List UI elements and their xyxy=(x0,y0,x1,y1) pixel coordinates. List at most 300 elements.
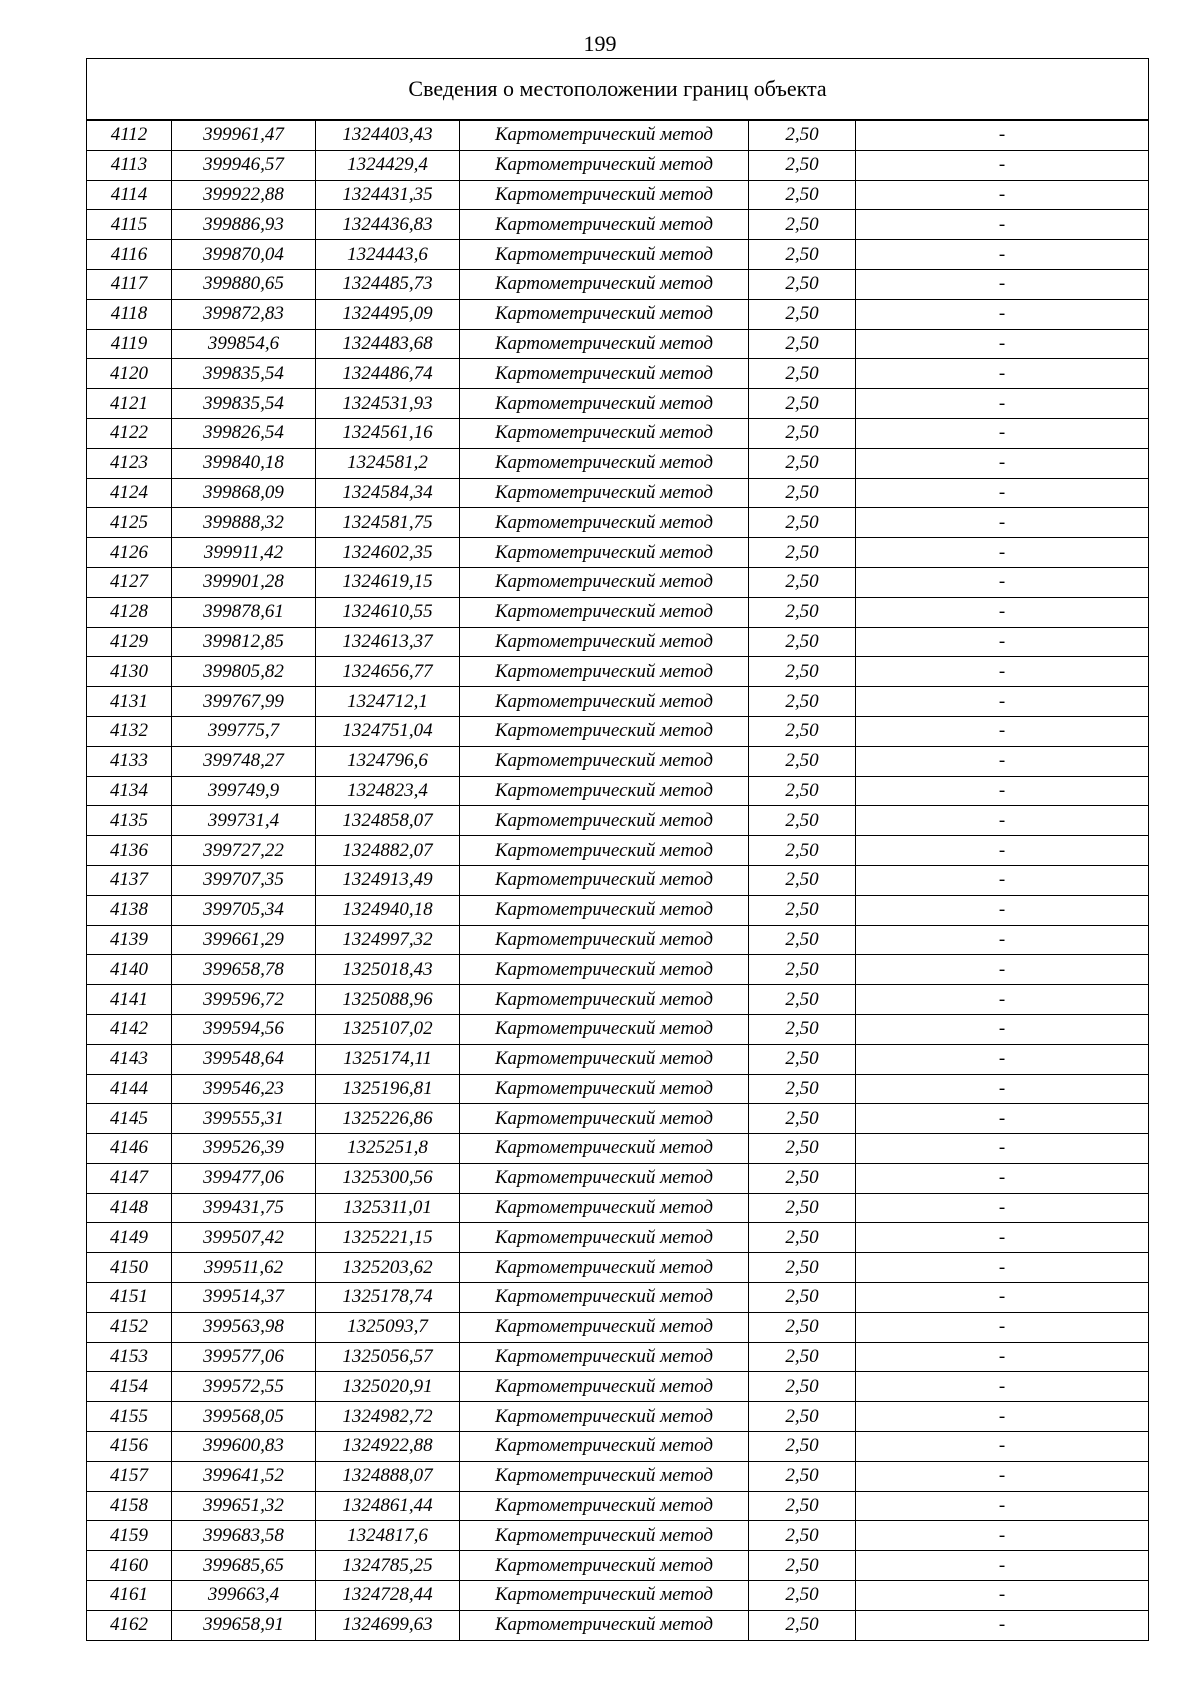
x-coordinate-cell: 399658,78 xyxy=(172,955,316,985)
y-coordinate-cell: 1325226,86 xyxy=(316,1104,460,1134)
method-cell: Картометрический метод xyxy=(460,329,749,359)
description-cell: - xyxy=(856,508,1149,538)
description-cell: - xyxy=(856,895,1149,925)
accuracy-cell: 2,50 xyxy=(749,478,856,508)
description-cell: - xyxy=(856,836,1149,866)
description-cell: - xyxy=(856,240,1149,270)
accuracy-cell: 2,50 xyxy=(749,210,856,240)
accuracy-cell: 2,50 xyxy=(749,836,856,866)
accuracy-cell: 2,50 xyxy=(749,120,856,150)
x-coordinate-cell: 399886,93 xyxy=(172,210,316,240)
description-cell: - xyxy=(856,1044,1149,1074)
x-coordinate-cell: 399596,72 xyxy=(172,985,316,1015)
x-coordinate-cell: 399548,64 xyxy=(172,1044,316,1074)
method-cell: Картометрический метод xyxy=(460,1551,749,1581)
x-coordinate-cell: 399805,82 xyxy=(172,657,316,687)
table-row xyxy=(87,806,1149,836)
table-row xyxy=(87,150,1149,180)
accuracy-cell: 2,50 xyxy=(749,418,856,448)
accuracy-cell: 2,50 xyxy=(749,329,856,359)
method-cell: Картометрический метод xyxy=(460,240,749,270)
accuracy-cell: 2,50 xyxy=(749,1223,856,1253)
point-number-cell: 4143 xyxy=(87,1044,172,1074)
method-cell: Картометрический метод xyxy=(460,776,749,806)
point-number-cell: 4113 xyxy=(87,150,172,180)
method-cell: Картометрический метод xyxy=(460,865,749,895)
description-cell: - xyxy=(856,1461,1149,1491)
accuracy-cell: 2,50 xyxy=(749,1491,856,1521)
table-row xyxy=(87,716,1149,746)
description-cell: - xyxy=(856,1491,1149,1521)
x-coordinate-cell: 399511,62 xyxy=(172,1253,316,1283)
y-coordinate-cell: 1324403,43 xyxy=(316,120,460,150)
method-cell: Картометрический метод xyxy=(460,1312,749,1342)
method-cell: Картометрический метод xyxy=(460,657,749,687)
accuracy-cell: 2,50 xyxy=(749,240,856,270)
x-coordinate-cell: 399878,61 xyxy=(172,597,316,627)
y-coordinate-cell: 1325174,11 xyxy=(316,1044,460,1074)
table-row xyxy=(87,538,1149,568)
y-coordinate-cell: 1324486,74 xyxy=(316,359,460,389)
point-number-cell: 4139 xyxy=(87,925,172,955)
accuracy-cell: 2,50 xyxy=(749,1610,856,1640)
y-coordinate-cell: 1324602,35 xyxy=(316,538,460,568)
table-row xyxy=(87,1193,1149,1223)
table-row xyxy=(87,1461,1149,1491)
method-cell: Картометрический метод xyxy=(460,478,749,508)
y-coordinate-cell: 1325018,43 xyxy=(316,955,460,985)
method-cell: Картометрический метод xyxy=(460,1372,749,1402)
y-coordinate-cell: 1324613,37 xyxy=(316,627,460,657)
x-coordinate-cell: 399661,29 xyxy=(172,925,316,955)
point-number-cell: 4141 xyxy=(87,985,172,1015)
accuracy-cell: 2,50 xyxy=(749,1134,856,1164)
method-cell: Картометрический метод xyxy=(460,1014,749,1044)
method-cell: Картометрический метод xyxy=(460,925,749,955)
accuracy-cell: 2,50 xyxy=(749,955,856,985)
method-cell: Картометрический метод xyxy=(460,269,749,299)
y-coordinate-cell: 1324982,72 xyxy=(316,1402,460,1432)
y-coordinate-cell: 1325311,01 xyxy=(316,1193,460,1223)
point-number-cell: 4154 xyxy=(87,1372,172,1402)
method-cell: Картометрический метод xyxy=(460,1521,749,1551)
table-row xyxy=(87,1610,1149,1640)
point-number-cell: 4157 xyxy=(87,1461,172,1491)
description-cell: - xyxy=(856,657,1149,687)
table-row xyxy=(87,1134,1149,1164)
point-number-cell: 4145 xyxy=(87,1104,172,1134)
method-cell: Картометрический метод xyxy=(460,210,749,240)
table-row xyxy=(87,1283,1149,1313)
table-row xyxy=(87,627,1149,657)
page-number: 199 xyxy=(583,31,617,56)
point-number-cell: 4150 xyxy=(87,1253,172,1283)
method-cell: Картометрический метод xyxy=(460,1402,749,1432)
description-cell: - xyxy=(856,359,1149,389)
y-coordinate-cell: 1324823,4 xyxy=(316,776,460,806)
y-coordinate-cell: 1325088,96 xyxy=(316,985,460,1015)
point-number-cell: 4144 xyxy=(87,1074,172,1104)
accuracy-cell: 2,50 xyxy=(749,1253,856,1283)
accuracy-cell: 2,50 xyxy=(749,865,856,895)
accuracy-cell: 2,50 xyxy=(749,1074,856,1104)
description-cell: - xyxy=(856,389,1149,419)
x-coordinate-cell: 399870,04 xyxy=(172,240,316,270)
method-cell: Картометрический метод xyxy=(460,389,749,419)
y-coordinate-cell: 1324483,68 xyxy=(316,329,460,359)
accuracy-cell: 2,50 xyxy=(749,925,856,955)
description-cell: - xyxy=(856,180,1149,210)
y-coordinate-cell: 1325093,7 xyxy=(316,1312,460,1342)
point-number-cell: 4136 xyxy=(87,836,172,866)
x-coordinate-cell: 399835,54 xyxy=(172,389,316,419)
y-coordinate-cell: 1324751,04 xyxy=(316,716,460,746)
table-row xyxy=(87,1104,1149,1134)
x-coordinate-cell: 399901,28 xyxy=(172,567,316,597)
table-row xyxy=(87,985,1149,1015)
y-coordinate-cell: 1324581,2 xyxy=(316,448,460,478)
x-coordinate-cell: 399707,35 xyxy=(172,865,316,895)
accuracy-cell: 2,50 xyxy=(749,567,856,597)
accuracy-cell: 2,50 xyxy=(749,1342,856,1372)
x-coordinate-cell: 399922,88 xyxy=(172,180,316,210)
x-coordinate-cell: 399872,83 xyxy=(172,299,316,329)
point-number-cell: 4147 xyxy=(87,1163,172,1193)
table-row xyxy=(87,1014,1149,1044)
description-cell: - xyxy=(856,776,1149,806)
x-coordinate-cell: 399546,23 xyxy=(172,1074,316,1104)
method-cell: Картометрический метод xyxy=(460,567,749,597)
x-coordinate-cell: 399685,65 xyxy=(172,1551,316,1581)
point-number-cell: 4118 xyxy=(87,299,172,329)
table-row xyxy=(87,1312,1149,1342)
point-number-cell: 4152 xyxy=(87,1312,172,1342)
y-coordinate-cell: 1324429,4 xyxy=(316,150,460,180)
table-title-row xyxy=(87,59,1149,121)
table-row xyxy=(87,478,1149,508)
description-cell: - xyxy=(856,1342,1149,1372)
description-cell: - xyxy=(856,925,1149,955)
point-number-cell: 4112 xyxy=(87,120,172,150)
accuracy-cell: 2,50 xyxy=(749,806,856,836)
accuracy-cell: 2,50 xyxy=(749,895,856,925)
y-coordinate-cell: 1325203,62 xyxy=(316,1253,460,1283)
x-coordinate-cell: 399431,75 xyxy=(172,1193,316,1223)
table-row xyxy=(87,776,1149,806)
description-cell: - xyxy=(856,1312,1149,1342)
point-number-cell: 4155 xyxy=(87,1402,172,1432)
y-coordinate-cell: 1324712,1 xyxy=(316,687,460,717)
table-row xyxy=(87,1402,1149,1432)
description-cell: - xyxy=(856,1193,1149,1223)
accuracy-cell: 2,50 xyxy=(749,538,856,568)
y-coordinate-cell: 1324561,16 xyxy=(316,418,460,448)
method-cell: Картометрический метод xyxy=(460,1432,749,1462)
accuracy-cell: 2,50 xyxy=(749,180,856,210)
table-row xyxy=(87,1372,1149,1402)
point-number-cell: 4160 xyxy=(87,1551,172,1581)
x-coordinate-cell: 399749,9 xyxy=(172,776,316,806)
table-row xyxy=(87,1521,1149,1551)
accuracy-cell: 2,50 xyxy=(749,1551,856,1581)
y-coordinate-cell: 1324913,49 xyxy=(316,865,460,895)
y-coordinate-cell: 1325107,02 xyxy=(316,1014,460,1044)
description-cell: - xyxy=(856,1253,1149,1283)
y-coordinate-cell: 1324997,32 xyxy=(316,925,460,955)
description-cell: - xyxy=(856,746,1149,776)
table-row xyxy=(87,1253,1149,1283)
table-row xyxy=(87,240,1149,270)
point-number-cell: 4116 xyxy=(87,240,172,270)
table-row xyxy=(87,925,1149,955)
point-number-cell: 4129 xyxy=(87,627,172,657)
method-cell: Картометрический метод xyxy=(460,746,749,776)
table-row xyxy=(87,1581,1149,1611)
y-coordinate-cell: 1324485,73 xyxy=(316,269,460,299)
table-row xyxy=(87,1074,1149,1104)
y-coordinate-cell: 1324796,6 xyxy=(316,746,460,776)
point-number-cell: 4138 xyxy=(87,895,172,925)
description-cell: - xyxy=(856,1521,1149,1551)
method-cell: Картометрический метод xyxy=(460,1163,749,1193)
accuracy-cell: 2,50 xyxy=(749,1372,856,1402)
method-cell: Картометрический метод xyxy=(460,1581,749,1611)
table-row xyxy=(87,955,1149,985)
point-number-cell: 4120 xyxy=(87,359,172,389)
y-coordinate-cell: 1324584,34 xyxy=(316,478,460,508)
accuracy-cell: 2,50 xyxy=(749,627,856,657)
table-row xyxy=(87,687,1149,717)
description-cell: - xyxy=(856,1134,1149,1164)
table-row xyxy=(87,359,1149,389)
table-row xyxy=(87,448,1149,478)
x-coordinate-cell: 399826,54 xyxy=(172,418,316,448)
method-cell: Картометрический метод xyxy=(460,418,749,448)
method-cell: Картометрический метод xyxy=(460,1253,749,1283)
point-number-cell: 4156 xyxy=(87,1432,172,1462)
method-cell: Картометрический метод xyxy=(460,627,749,657)
accuracy-cell: 2,50 xyxy=(749,1521,856,1551)
description-cell: - xyxy=(856,1104,1149,1134)
y-coordinate-cell: 1324656,77 xyxy=(316,657,460,687)
method-cell: Картометрический метод xyxy=(460,508,749,538)
point-number-cell: 4126 xyxy=(87,538,172,568)
x-coordinate-cell: 399854,6 xyxy=(172,329,316,359)
accuracy-cell: 2,50 xyxy=(749,1432,856,1462)
point-number-cell: 4131 xyxy=(87,687,172,717)
x-coordinate-cell: 399868,09 xyxy=(172,478,316,508)
method-cell: Картометрический метод xyxy=(460,836,749,866)
description-cell: - xyxy=(856,269,1149,299)
table-body xyxy=(87,59,1149,1641)
point-number-cell: 4128 xyxy=(87,597,172,627)
table-row xyxy=(87,269,1149,299)
description-cell: - xyxy=(856,1372,1149,1402)
method-cell: Картометрический метод xyxy=(460,1074,749,1104)
point-number-cell: 4130 xyxy=(87,657,172,687)
point-number-cell: 4134 xyxy=(87,776,172,806)
table-row xyxy=(87,1551,1149,1581)
x-coordinate-cell: 399705,34 xyxy=(172,895,316,925)
y-coordinate-cell: 1325056,57 xyxy=(316,1342,460,1372)
method-cell: Картометрический метод xyxy=(460,299,749,329)
point-number-cell: 4115 xyxy=(87,210,172,240)
accuracy-cell: 2,50 xyxy=(749,1193,856,1223)
table-row xyxy=(87,389,1149,419)
point-number-cell: 4162 xyxy=(87,1610,172,1640)
y-coordinate-cell: 1324443,6 xyxy=(316,240,460,270)
table-row xyxy=(87,567,1149,597)
point-number-cell: 4121 xyxy=(87,389,172,419)
description-cell: - xyxy=(856,1223,1149,1253)
accuracy-cell: 2,50 xyxy=(749,1104,856,1134)
description-cell: - xyxy=(856,418,1149,448)
accuracy-cell: 2,50 xyxy=(749,1014,856,1044)
point-number-cell: 4133 xyxy=(87,746,172,776)
table-row xyxy=(87,508,1149,538)
table-row xyxy=(87,1044,1149,1074)
table-title: Сведения о местоположении границ объекта xyxy=(87,59,1149,121)
point-number-cell: 4119 xyxy=(87,329,172,359)
point-number-cell: 4142 xyxy=(87,1014,172,1044)
method-cell: Картометрический метод xyxy=(460,716,749,746)
description-cell: - xyxy=(856,1551,1149,1581)
table-row xyxy=(87,120,1149,150)
x-coordinate-cell: 399563,98 xyxy=(172,1312,316,1342)
table-row xyxy=(87,1223,1149,1253)
description-cell: - xyxy=(856,120,1149,150)
boundary-table-container xyxy=(86,58,1148,1641)
y-coordinate-cell: 1325300,56 xyxy=(316,1163,460,1193)
point-number-cell: 4137 xyxy=(87,865,172,895)
description-cell: - xyxy=(856,538,1149,568)
x-coordinate-cell: 399748,27 xyxy=(172,746,316,776)
x-coordinate-cell: 399961,47 xyxy=(172,120,316,150)
y-coordinate-cell: 1324817,6 xyxy=(316,1521,460,1551)
point-number-cell: 4158 xyxy=(87,1491,172,1521)
x-coordinate-cell: 399526,39 xyxy=(172,1134,316,1164)
description-cell: - xyxy=(856,448,1149,478)
method-cell: Картометрический метод xyxy=(460,1193,749,1223)
accuracy-cell: 2,50 xyxy=(749,1283,856,1313)
y-coordinate-cell: 1325178,74 xyxy=(316,1283,460,1313)
table-row xyxy=(87,299,1149,329)
table-row xyxy=(87,329,1149,359)
table-row xyxy=(87,657,1149,687)
x-coordinate-cell: 399812,85 xyxy=(172,627,316,657)
x-coordinate-cell: 399731,4 xyxy=(172,806,316,836)
point-number-cell: 4125 xyxy=(87,508,172,538)
description-cell: - xyxy=(856,567,1149,597)
method-cell: Картометрический метод xyxy=(460,1104,749,1134)
x-coordinate-cell: 399727,22 xyxy=(172,836,316,866)
method-cell: Картометрический метод xyxy=(460,180,749,210)
accuracy-cell: 2,50 xyxy=(749,299,856,329)
y-coordinate-cell: 1324858,07 xyxy=(316,806,460,836)
point-number-cell: 4123 xyxy=(87,448,172,478)
description-cell: - xyxy=(856,210,1149,240)
method-cell: Картометрический метод xyxy=(460,806,749,836)
description-cell: - xyxy=(856,1283,1149,1313)
method-cell: Картометрический метод xyxy=(460,895,749,925)
x-coordinate-cell: 399577,06 xyxy=(172,1342,316,1372)
y-coordinate-cell: 1324882,07 xyxy=(316,836,460,866)
y-coordinate-cell: 1324940,18 xyxy=(316,895,460,925)
point-number-cell: 4140 xyxy=(87,955,172,985)
boundary-coordinates-table xyxy=(86,58,1149,1641)
method-cell: Картометрический метод xyxy=(460,120,749,150)
method-cell: Картометрический метод xyxy=(460,448,749,478)
x-coordinate-cell: 399477,06 xyxy=(172,1163,316,1193)
method-cell: Картометрический метод xyxy=(460,1044,749,1074)
x-coordinate-cell: 399767,99 xyxy=(172,687,316,717)
x-coordinate-cell: 399555,31 xyxy=(172,1104,316,1134)
accuracy-cell: 2,50 xyxy=(749,1163,856,1193)
accuracy-cell: 2,50 xyxy=(749,1402,856,1432)
accuracy-cell: 2,50 xyxy=(749,716,856,746)
point-number-cell: 4153 xyxy=(87,1342,172,1372)
method-cell: Картометрический метод xyxy=(460,985,749,1015)
description-cell: - xyxy=(856,150,1149,180)
description-cell: - xyxy=(856,955,1149,985)
method-cell: Картометрический метод xyxy=(460,1283,749,1313)
accuracy-cell: 2,50 xyxy=(749,1312,856,1342)
point-number-cell: 4146 xyxy=(87,1134,172,1164)
description-cell: - xyxy=(856,806,1149,836)
x-coordinate-cell: 399888,32 xyxy=(172,508,316,538)
y-coordinate-cell: 1324785,25 xyxy=(316,1551,460,1581)
accuracy-cell: 2,50 xyxy=(749,1044,856,1074)
accuracy-cell: 2,50 xyxy=(749,687,856,717)
table-row xyxy=(87,1342,1149,1372)
table-row xyxy=(87,1491,1149,1521)
method-cell: Картометрический метод xyxy=(460,1610,749,1640)
table-row xyxy=(87,418,1149,448)
accuracy-cell: 2,50 xyxy=(749,508,856,538)
description-cell: - xyxy=(856,1163,1149,1193)
description-cell: - xyxy=(856,1432,1149,1462)
description-cell: - xyxy=(856,299,1149,329)
method-cell: Картометрический метод xyxy=(460,1461,749,1491)
table-row xyxy=(87,210,1149,240)
accuracy-cell: 2,50 xyxy=(749,1581,856,1611)
point-number-cell: 4117 xyxy=(87,269,172,299)
y-coordinate-cell: 1324922,88 xyxy=(316,1432,460,1462)
x-coordinate-cell: 399572,55 xyxy=(172,1372,316,1402)
point-number-cell: 4159 xyxy=(87,1521,172,1551)
description-cell: - xyxy=(856,1074,1149,1104)
x-coordinate-cell: 399651,32 xyxy=(172,1491,316,1521)
method-cell: Картометрический метод xyxy=(460,1491,749,1521)
method-cell: Картометрический метод xyxy=(460,1223,749,1253)
point-number-cell: 4122 xyxy=(87,418,172,448)
method-cell: Картометрический метод xyxy=(460,359,749,389)
description-cell: - xyxy=(856,1610,1149,1640)
y-coordinate-cell: 1325196,81 xyxy=(316,1074,460,1104)
method-cell: Картометрический метод xyxy=(460,150,749,180)
accuracy-cell: 2,50 xyxy=(749,746,856,776)
accuracy-cell: 2,50 xyxy=(749,269,856,299)
description-cell: - xyxy=(856,1402,1149,1432)
x-coordinate-cell: 399946,57 xyxy=(172,150,316,180)
description-cell: - xyxy=(856,1581,1149,1611)
point-number-cell: 4132 xyxy=(87,716,172,746)
table-row xyxy=(87,865,1149,895)
y-coordinate-cell: 1324728,44 xyxy=(316,1581,460,1611)
x-coordinate-cell: 399658,91 xyxy=(172,1610,316,1640)
x-coordinate-cell: 399600,83 xyxy=(172,1432,316,1462)
point-number-cell: 4148 xyxy=(87,1193,172,1223)
